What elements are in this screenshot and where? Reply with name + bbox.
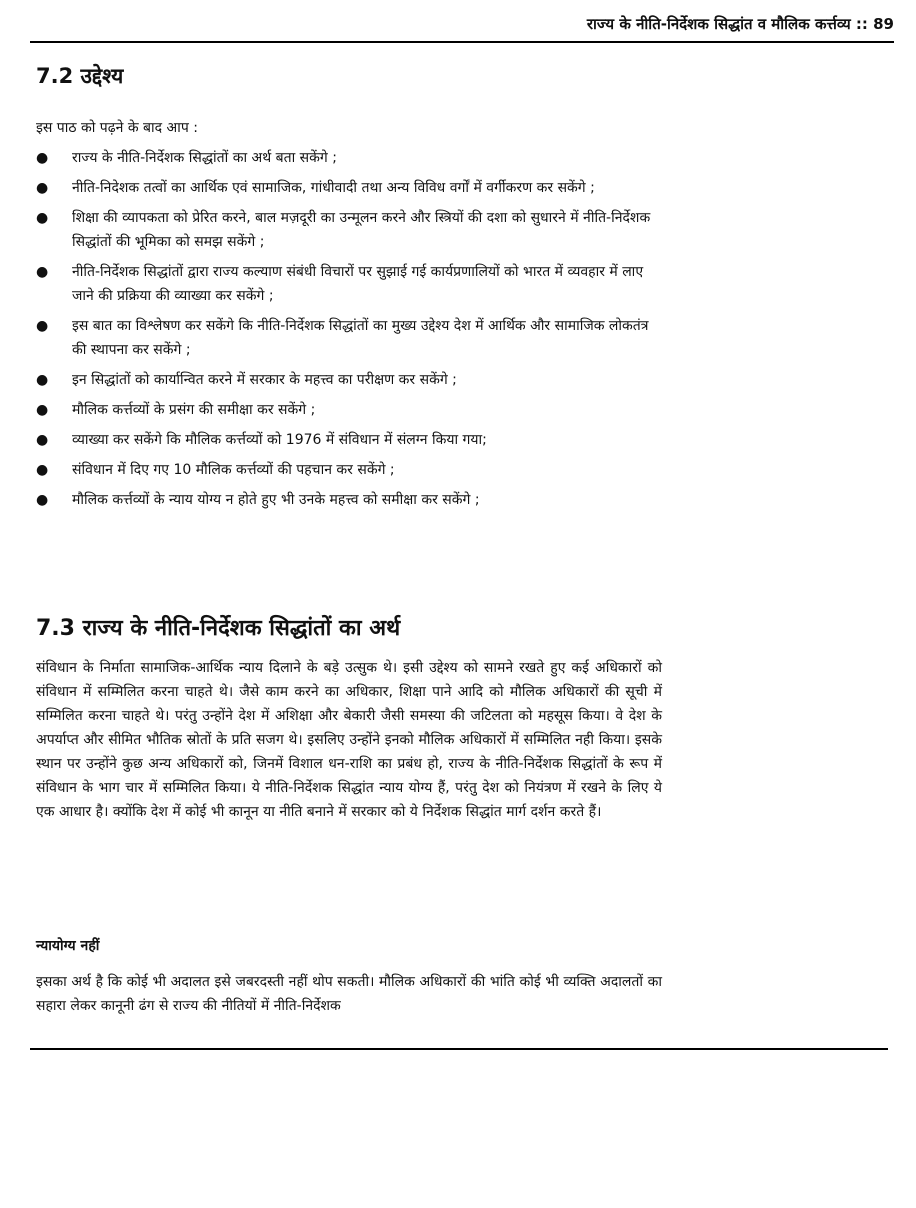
bullet-icon: ●: [36, 462, 49, 478]
section-7-2-heading: 7.2 उद्देश्य: [36, 64, 124, 88]
bullet-icon: ●: [36, 150, 49, 166]
objective-text: इन सिद्धांतों को कार्यान्वित करने में सरकार के महत्त्व का परीक्षण कर सकेंगे ;: [72, 372, 457, 388]
objective-item: [36, 260, 666, 308]
objective-text: मौलिक कर्त्तव्यों के प्रसंग की समीक्षा कर सकेंगे ;: [72, 402, 316, 418]
body-paragraph-continued: इसका अर्थ है कि कोई भी अदालत इसे जबरदस्ती नहीं थोप सकती। मौलिक अधिकारों की भांति कोई भी व्यक्ति अदालतों का सहारा लेकर कानूनी ढंग से राज्य की नीतियों में नीति-निर्देशक: [36, 974, 662, 1014]
objective-text: नीति-निर्देशक सिद्धांतों द्वारा राज्य कल्याण संबंधी विचारों पर सुझाई गई कार्यप्रणालियों को भारत में व्यवहार में लाए जाने की प्रक्रिया की व्याख्या कर सकेंगे ;: [72, 264, 644, 304]
footer-rule: [30, 1048, 888, 1050]
objective-item: [36, 146, 666, 170]
bullet-icon: ●: [36, 264, 49, 280]
bullet-icon: ●: [36, 372, 49, 388]
bullet-icon: ●: [36, 180, 49, 196]
objective-text: शिक्षा की व्यापकता को प्रेरित करने, बाल मज़दूरी का उन्मूलन करने और स्त्रियों की दशा को सुधारने में नीति-निर्देशक सिद्धांतों की भूमिका को समझ सकेंगे ;: [72, 210, 651, 250]
objective-item: [36, 398, 666, 422]
objective-item: [36, 206, 666, 254]
subheading-not-justiciable: न्यायोग्य नहीं: [36, 938, 100, 954]
body-paragraph: संविधान के निर्माता सामाजिक-आर्थिक न्याय दिलाने के बड़े उत्सुक थे। इसी उद्देश्य को सामने रखते हुए कई अधिकारों को संविधान में सम्मिलित करना चाहते थे। जैसे काम करने का अधिकार, शिक्षा पाने आदि को मौलिक अधिकारों की सूची में सम्मिलित करना चाहते थे। परंतु उन्होंने देश में अशिक्षा और बेकारी जैसी समस्या की जटिलता को महसूस किया। वे देश के अपर्याप्त और सीमित भौतिक स्रोतों के प्रति सजग थे। इसलिए उन्होंने इनको मौलिक अधिकारों में सम्मिलित नही किया। इसके स्थान पर उन्होंने कुछ अन्य अधिकारों को, जिनमें विशाल धन-राशि का प्रबंध हो, राज्य के नीति-निर्देशक सिद्धांतों के रूप में संविधान के भाग चार में सम्मिलित किया। ये नीति-निर्देशक सिद्धांत न्याय योग्य हैं, परंतु देश को नियंत्रण में रखने के लिए ये एक आधार है। क्योंकि देश में कोई भी कानून या नीति बनाने में सरकार को ये निर्देशक सिद्धांत मार्ग दर्शन करते हैं।: [36, 660, 662, 820]
objectives-list: [36, 146, 666, 518]
objective-item: [36, 368, 666, 392]
bullet-icon: ●: [36, 432, 49, 448]
bullet-icon: ●: [36, 492, 49, 508]
objective-text: नीति-निदेशक तत्वों का आर्थिक एवं सामाजिक, गांधीवादी तथा अन्य विविध वर्गों में वर्गीकरण कर सकेंगे ;: [72, 180, 595, 196]
bullet-icon: ●: [36, 402, 49, 418]
objective-item: [36, 488, 666, 512]
objective-text: मौलिक कर्त्तव्यों के न्याय योग्य न होते हुए भी उनके महत्त्व को समीक्षा कर सकेंगे ;: [72, 492, 480, 508]
header-rule: [30, 41, 894, 43]
bullet-icon: ●: [36, 210, 49, 226]
section-7-3-heading: 7.3 राज्य के नीति-निर्देशक सिद्धांतों का अर्थ: [36, 616, 401, 641]
objective-item: [36, 176, 666, 200]
objective-item: [36, 314, 666, 362]
bullet-icon: ●: [36, 318, 49, 334]
objectives-intro: इस पाठ को पढ़ने के बाद आप :: [36, 120, 198, 136]
objective-text: राज्य के नीति-निर्देशक सिद्धांतों का अर्थ बता सकेंगे ;: [72, 150, 337, 166]
running-header: राज्य के नीति-निर्देशक सिद्धांत व मौलिक कर्त्तव्य :: 89: [586, 15, 894, 33]
objective-item: [36, 428, 666, 452]
objective-item: [36, 458, 666, 482]
objective-text: संविधान में दिए गए 10 मौलिक कर्त्तव्यों की पहचान कर सकेंगे ;: [72, 462, 395, 478]
objective-text: इस बात का विश्लेषण कर सकेंगे कि नीति-निर्देशक सिद्धांतों का मुख्य उद्देश्य देश में आर्थिक और सामाजिक लोकतंत्र की स्थापना कर सकेंगे ;: [72, 318, 649, 358]
objective-text: व्याख्या कर सकेंगे कि मौलिक कर्त्तव्यों को 1976 में संविधान में संलग्न किया गया;: [72, 432, 487, 448]
